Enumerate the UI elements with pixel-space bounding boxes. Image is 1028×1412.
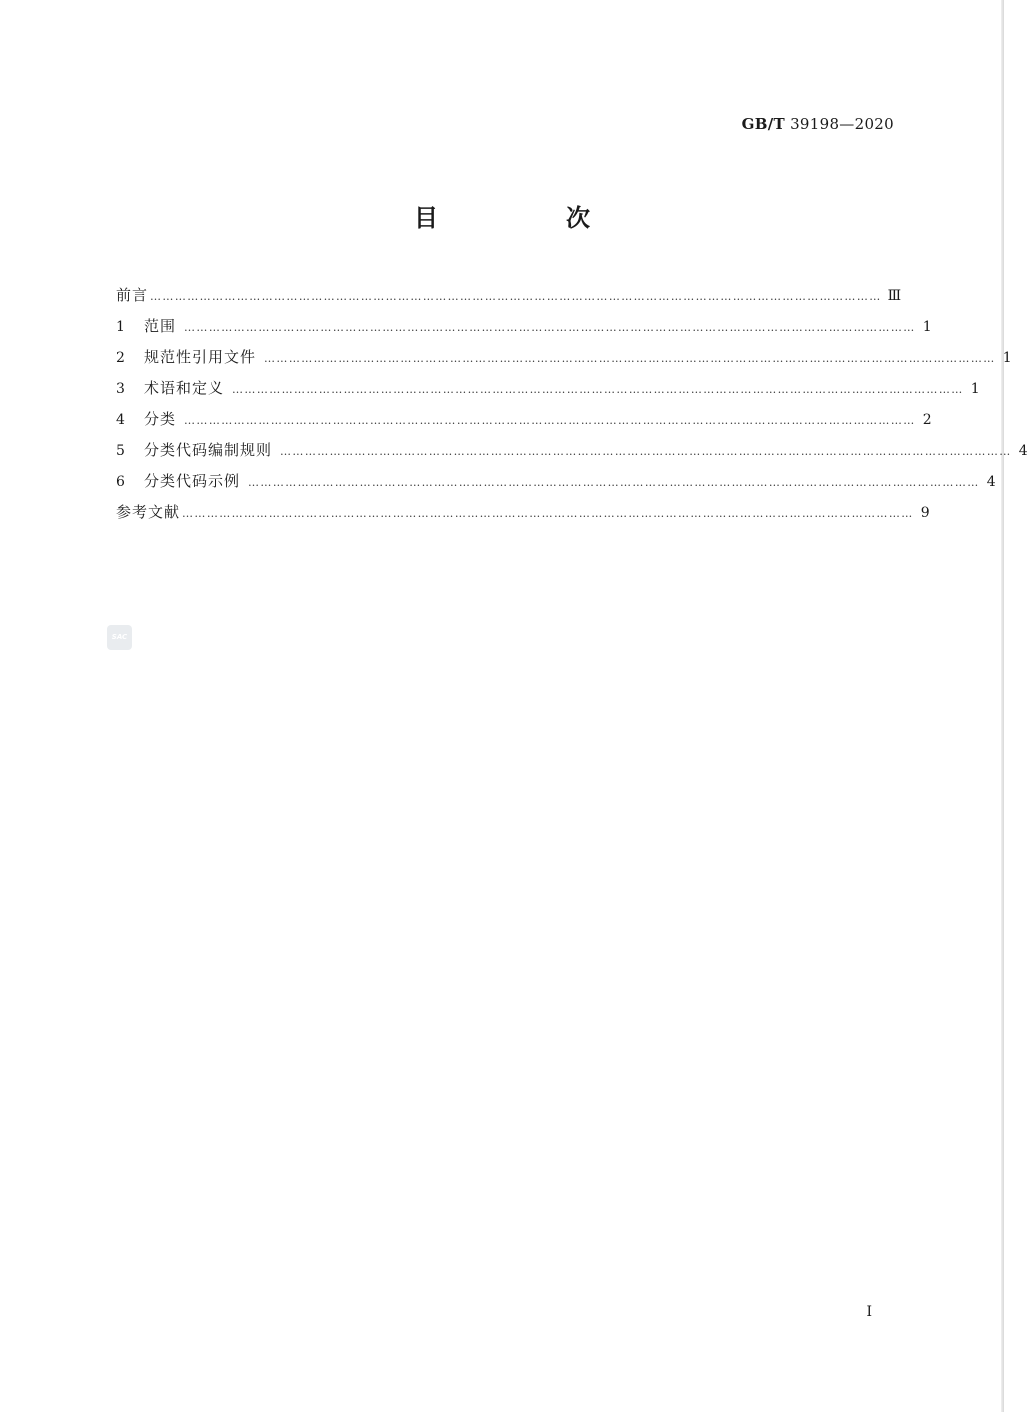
- toc-entry-page: 4: [986, 474, 996, 490]
- toc-entry-label: 参考文献: [116, 503, 181, 521]
- toc-entry-foreword[interactable]: [116, 284, 902, 315]
- toc-entry-label: 术语和定义: [144, 379, 225, 397]
- toc-leader-dots: ……………………………………………………………………………………………………………………………………………………………: [248, 476, 980, 489]
- toc-entry-number: 4: [116, 412, 125, 428]
- toc-entry-scope[interactable]: [116, 315, 932, 346]
- toc-entry-page: 2: [922, 412, 932, 428]
- toc-leader-dots: ……………………………………………………………………………………………………………………………………………………………: [264, 352, 996, 365]
- toc-entry-label: 规范性引用文件: [144, 348, 257, 366]
- toc-entry-code-examples[interactable]: [116, 470, 996, 501]
- toc-entry-terms-definitions[interactable]: [116, 377, 980, 408]
- toc-entry-page: 9: [920, 505, 930, 521]
- toc-entry-normative-references[interactable]: [116, 346, 1012, 377]
- toc-entry-number: 6: [116, 474, 125, 490]
- toc-entry-label: 前言: [116, 286, 149, 304]
- toc-entry-number: 2: [116, 350, 125, 366]
- toc-leader-dots: ……………………………………………………………………………………………………………………………………………………………: [232, 383, 964, 396]
- toc-entry-page: 4: [1018, 443, 1028, 459]
- standard-number: [742, 115, 894, 133]
- standard-prefix: GB/T: [741, 115, 786, 133]
- sac-watermark-logo: [107, 625, 132, 650]
- toc-entry-classification[interactable]: [116, 408, 932, 439]
- toc-entry-number: 3: [116, 381, 125, 397]
- page-number: Ⅰ: [866, 1304, 872, 1320]
- table-of-contents: [116, 284, 1028, 532]
- toc-leader-dots: ……………………………………………………………………………………………………………………………………………………………: [150, 290, 882, 303]
- toc-entry-page: 1: [922, 319, 932, 335]
- toc-entry-number: 5: [116, 443, 125, 459]
- toc-leader-dots: ……………………………………………………………………………………………………………………………………………………………: [184, 414, 916, 427]
- toc-title: 目 次: [414, 204, 642, 232]
- toc-entry-code-rules[interactable]: [116, 439, 1028, 470]
- toc-entry-page: Ⅲ: [887, 288, 902, 304]
- toc-entry-bibliography[interactable]: [116, 501, 930, 532]
- toc-entry-label: 分类: [144, 410, 177, 428]
- standard-code: 39198—2020: [790, 115, 894, 133]
- toc-entry-label: 分类代码示例: [144, 472, 241, 490]
- toc-leader-dots: ……………………………………………………………………………………………………………………………………………………………: [184, 321, 916, 334]
- toc-entry-page: 1: [1002, 350, 1012, 366]
- toc-entry-label: 范围: [144, 317, 177, 335]
- toc-entry-number: 1: [116, 319, 125, 335]
- toc-entry-page: 1: [970, 381, 980, 397]
- watermark-logo-text: SAC: [111, 633, 128, 641]
- toc-leader-dots: ……………………………………………………………………………………………………………………………………………………………: [280, 445, 1012, 458]
- toc-leader-dots: ……………………………………………………………………………………………………………………………………………………………: [182, 507, 914, 520]
- toc-entry-label: 分类代码编制规则: [144, 441, 273, 459]
